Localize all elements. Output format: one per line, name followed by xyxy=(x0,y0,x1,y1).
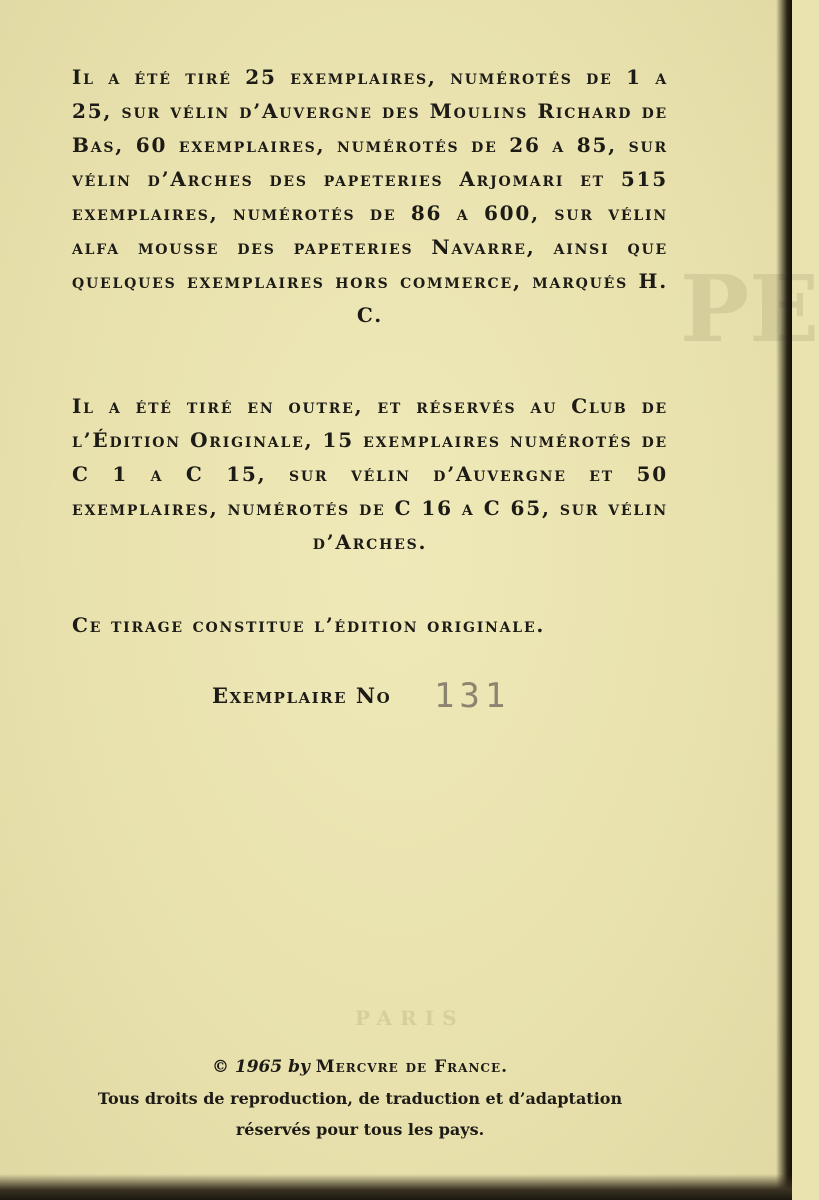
exemplaire-number-stamp: 131 xyxy=(433,676,511,716)
copyright-line xyxy=(60,1052,660,1083)
rights-line-2: réservés pour tous les pays. xyxy=(235,1120,485,1139)
show-through-text: PE xyxy=(680,255,819,363)
exemplaire-label: Exemplaire No xyxy=(212,683,392,708)
rights-line-1: Tous droits de reproduction, de traduction et d’adaptation xyxy=(97,1089,623,1108)
copyright-year: © 1965 xyxy=(211,1057,283,1077)
colophon-paragraph-1: Il a été tiré 25 exemplaires, numérotés de 1 a 25, sur vélin d’Auvergne des Moulins Richard de Bas, 60 exemplaires, numérotés de 26 a 85, sur vélin d’Arches des papeteries Arjomari et 515 exemplaires, numérotés de 86 a 600, sur vélin alfa mousse des papeteries Navarre, ainsi que quelques exemplaires hors commerce, marqués H. C. xyxy=(72,65,668,327)
page-edge-shadow-right xyxy=(776,0,792,1200)
copyright-notice xyxy=(60,1052,660,1145)
copyright-by: by xyxy=(288,1057,310,1077)
colophon-paragraph-2: Il a été tiré en outre, et réservés au Club de l’Édition Originale, 15 exemplaires numérotés de C 1 a C 15, sur vélin d’Auvergne et 50 exemplaires, numérotés de C 16 a C 65, sur vélin d’Arches. xyxy=(72,394,668,554)
page-edge-shadow-bottom xyxy=(0,1174,792,1200)
exemplaire-line xyxy=(212,676,612,716)
show-through-text: PARIS xyxy=(355,1006,465,1030)
publisher-name: Mercvre de France. xyxy=(315,1057,509,1077)
colophon-paragraph-3: Ce tirage constitue l’édition originale. xyxy=(72,613,546,637)
